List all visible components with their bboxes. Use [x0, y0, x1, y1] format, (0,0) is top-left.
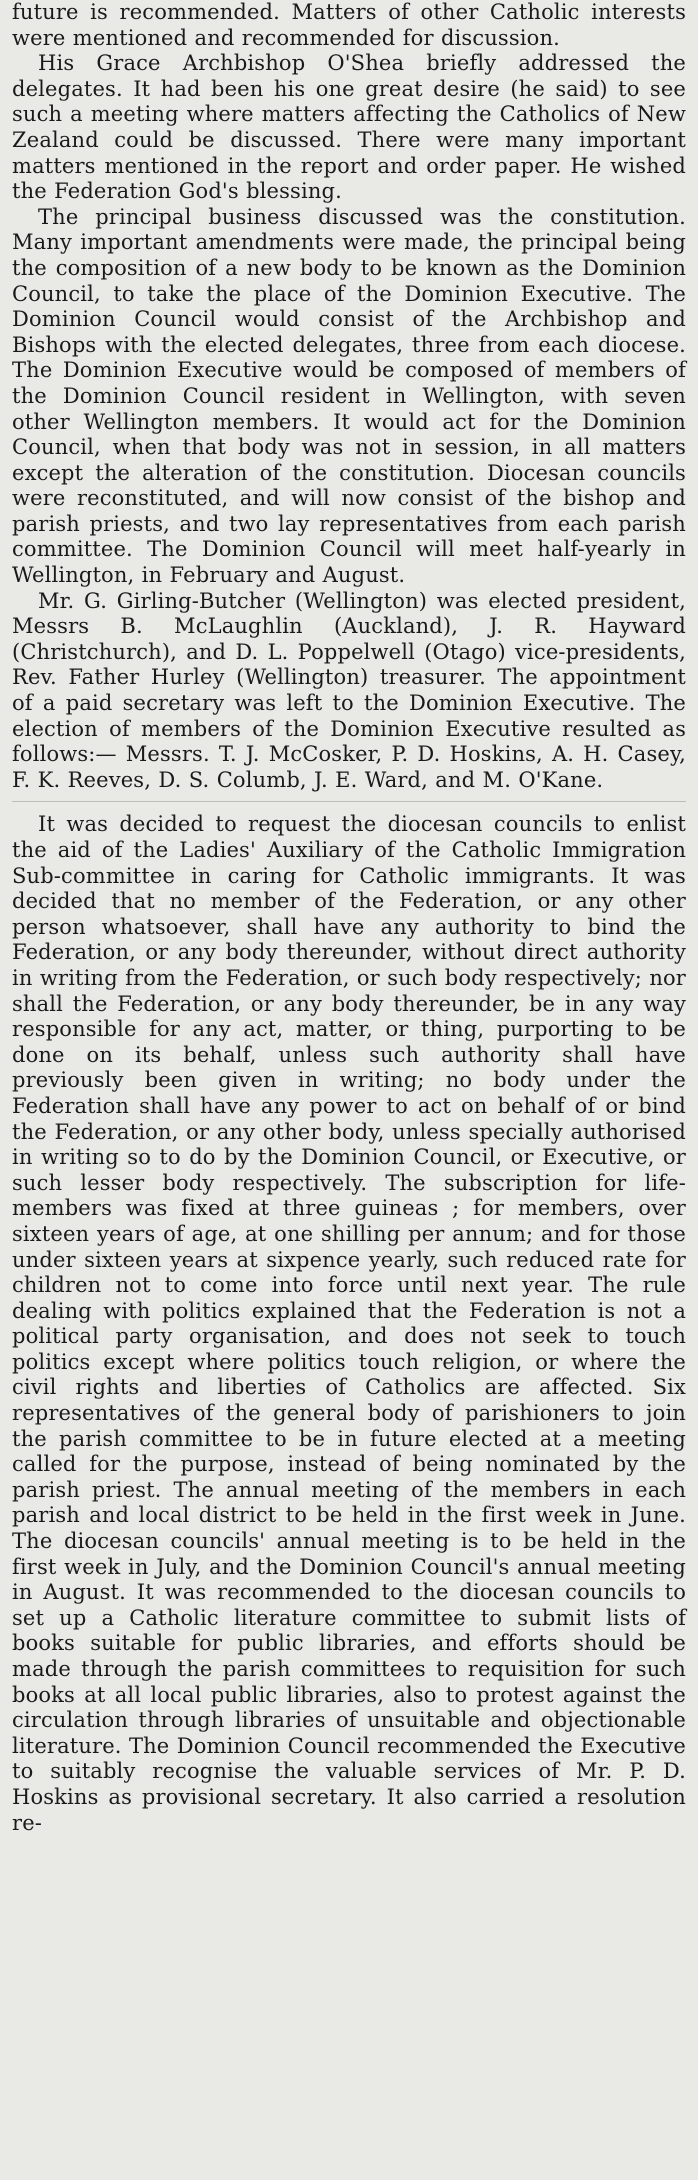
- paragraph-archbishop-address: His Grace Archbishop O'Shea briefly addressed the delegates. It had been his one great desire (he said) to see such a meeting where matters affecting the Catholics of New Zealand could be discussed. There were many important matters mentioned in the report and order paper. He wished the Federation God's blessing.: [12, 51, 686, 204]
- paragraph-divider: [12, 801, 686, 802]
- paragraph-constitution: The principal business discussed was the constitution. Many important amendments were made, the principal being the composition of a new body to be known as the Dominion Council, to take the place of the Dominion Executive. The Dominion Council would consist of the Archbishop and Bishops with the elected delegates, three from each diocese. The Dominion Executive would be composed of members of the Dominion Council resident in Wellington, with seven other Wellington members. It would act for the Dominion Council, when that body was not in session, in all matters except the alteration of the constitution. Diocesan councils were reconstituted, and will now consist of the bishop and parish priests, and two lay representatives from each parish committee. The Dominion Council will meet half-yearly in Wellington, in February and August.: [12, 204, 686, 588]
- paragraph-elections: Mr. G. Girling-Butcher (Wellington) was elected president, Messrs B. McLaughlin (Auckland), J. R. Hayward (Christchurch), and D. L. Poppelwell (Otago) vice-presidents, Rev. Father Hurley (Wellington) treasurer. The appointment of a paid secretary was left to the Dominion Executive. The election of members of the Dominion Executive resulted as follows:— Messrs. T. J. McCosker, P. D. Hoskins, A. H. Casey, F. K. Reeves, D. S. Columb, J. E. Ward, and M. O'Kane.: [12, 588, 686, 792]
- paragraph-continued-recommendation: future is recommended. Matters of other Catholic interests were mentioned and recommended for discussion.: [12, 0, 686, 50]
- paragraph-resolutions: It was decided to request the diocesan councils to enlist the aid of the Ladies' Auxiliary of the Catholic Immigration Sub-committee in caring for Catholic immigrants. It was decided that no member of the Federation, or any other person whatsoever, shall have any authority to bind the Federation, or any body thereunder, without direct authority in writing from the Federation, or such body respectively; nor shall the Federation, or any body thereunder, be in any way responsible for any act, matter, or thing, purporting to be done on its behalf, unless such authority shall have previously been given in writing; no body under the Federation shall have any power to act on behalf of or bind the Federation, or any other body, unless specially authorised in writing so to do by the Dominion Council, or Executive, or such lesser body respectively. The subscription for life-members was fixed at three guineas ; for members, over sixteen years of age, at one shilling per annum; and for those under sixteen years at sixpence yearly, such reduced rate for children not to come into force until next year. The rule dealing with politics explained that the Federation is not a political party organisation, and does not seek to touch politics except where politics touch religion, or where the civil rights and liberties of Catholics are affected. Six representatives of the general body of parishioners to join the parish committee to be in future elected at a meeting called for the purpose, instead of being nominated by the parish priest. The annual meeting of the members in each parish and local district to be held in the first week in June. The diocesan councils' annual meeting is to be held in the first week in July, and the Dominion Council's annual meeting in August. It was recommended to the diocesan councils to set up a Catholic literature committee to submit lists of books suitable for public libraries, and efforts should be made through the parish committees to requisition for such books at all local public libraries, also to protest against the circulation through libraries of unsuitable and objectionable literature. The Dominion Council recommended the Executive to suitably recognise the valuable services of Mr. P. D. Hoskins as provisional secretary. It also carried a resolution re-: [12, 812, 686, 1835]
- article-column: [12, 0, 686, 1836]
